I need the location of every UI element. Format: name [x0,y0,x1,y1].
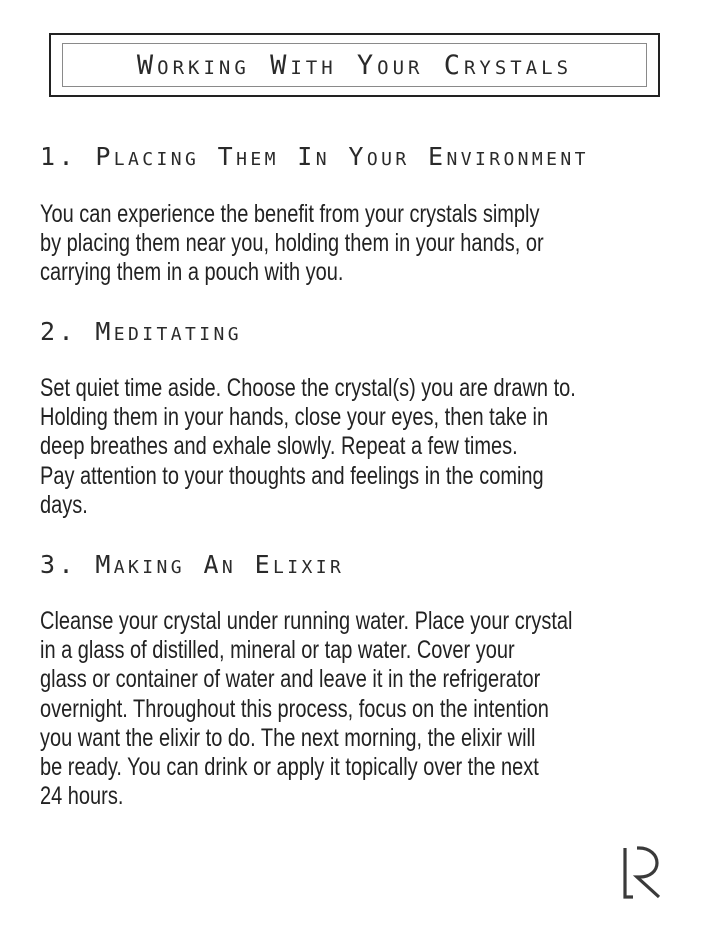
section-body-elixir [40,607,573,811]
body-line: glass or container of water and leave it in the refrigerator [40,665,541,694]
body-line: by placing them near you, holding them in your hands, or [40,229,544,258]
section-heading-elixir: 3. Making An Elixir [40,550,345,579]
body-line: Holding them in your hands, close your eyes, then take in [40,403,549,432]
section-body-meditating [40,374,576,520]
body-line: You can experience the benefit from your crystals simply [40,200,540,228]
body-line: days. [40,490,88,519]
title-frame [62,43,647,87]
body-line: be ready. You can drink or apply it topically over the next [40,753,539,782]
body-line: Cleanse your crystal under running water. Place your crystal [40,607,573,635]
section-heading-placing: 1. Placing Them In Your Environment [40,142,589,171]
section-heading-meditating: 2. Meditating [40,317,242,346]
body-line: overnight. Throughout this process, focus on the intention [40,694,549,723]
body-line: carrying them in a pouch with you. [40,258,344,287]
page-title: Working With Your Crystals [136,49,573,81]
section-body-placing [40,200,560,288]
body-line: in a glass of distilled, mineral or tap water. Cover your [40,636,515,665]
body-line: Pay attention to your thoughts and feelings in the coming [40,461,544,490]
r-monogram-logo-icon [619,846,663,900]
body-line: deep breathes and exhale slowly. Repeat a few times. [40,432,518,461]
body-line: Set quiet time aside. Choose the crystal(s) you are drawn to. [40,374,576,402]
body-line: you want the elixir to do. The next morning, the elixir will [40,723,536,752]
body-line: 24 hours. [40,782,124,811]
